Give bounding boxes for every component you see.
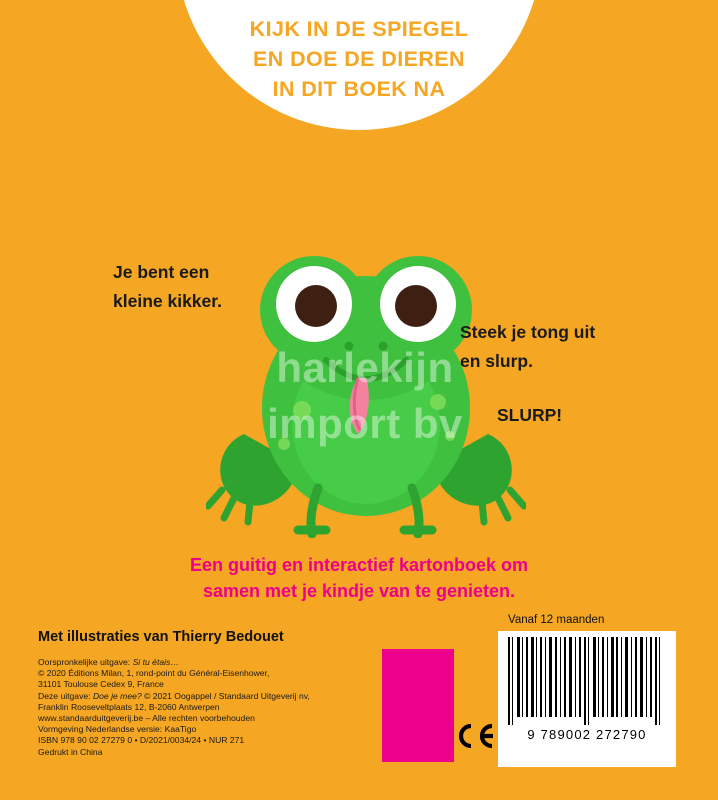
ce-mark-icon: [455, 723, 495, 749]
colophon-line-9: Gedrukt in China: [38, 746, 103, 757]
tagline: [0, 552, 718, 604]
colophon-line-1-title: Si tu étais…: [132, 657, 179, 667]
colophon-line-4-suffix: © 2021 Oogappel / Standaard Uitgeverij nv,: [141, 690, 310, 701]
tagline-line-2: samen met je kindje van te genieten.: [202, 581, 516, 601]
barcode: [498, 631, 676, 767]
caption-slurp: SLURP!: [497, 405, 563, 425]
colophon-line-5: Franklin Rooseveltplaats 12, B-2060 Antwerpen: [38, 701, 220, 712]
caption-right-line-2: en slurp.: [460, 351, 533, 371]
barcode-number: 9 789002 272790: [527, 727, 647, 742]
caption-left-line-2: kleine kikker.: [113, 291, 222, 311]
badge-line-1: KIJK IN DE SPIEGEL: [249, 17, 469, 41]
pink-color-block: [382, 649, 454, 762]
caption-right: [460, 318, 660, 376]
badge-line-3: IN DIT BOEK NA: [272, 77, 446, 101]
colophon-line-3: 31101 Toulouse Cedex 9, France: [38, 679, 164, 690]
colophon-line-2: © 2020 Éditions Milan, 1, rond-point du Général-Eisenhower,: [38, 668, 270, 679]
watermark-line-2: import bv: [267, 400, 463, 447]
colophon-line-6: www.standaarduitgeverij.be – Alle rechten voorbehouden: [38, 713, 255, 724]
illustrator-credit: Met illustraties van Thierry Bedouet: [38, 629, 284, 645]
colophon-line-4-title: Doe je mee?: [92, 690, 142, 701]
tagline-line-1: Een guitig en interactief kartonboek om: [189, 555, 529, 575]
top-badge: [176, 0, 542, 130]
frog-illustration: [206, 238, 526, 538]
caption-right-line-1: Steek je tong uit: [460, 322, 596, 342]
watermark-line-1: harlekijn: [276, 344, 454, 391]
badge-line-2: EN DOE DE DIEREN: [253, 47, 465, 71]
age-label: Vanaf 12 maanden: [508, 614, 605, 626]
colophon-line-8: ISBN 978 90 02 27279 0 • D/2021/0034/24 • NUR 271: [38, 735, 245, 746]
colophon-line-1-prefix: Oorspronkelijke uitgave:: [38, 657, 133, 667]
caption-left-line-1: Je bent een: [113, 262, 210, 282]
colophon-line-4-prefix: Deze uitgave:: [38, 690, 93, 701]
barcode-bars: [506, 637, 668, 725]
colophon-line-7: Vormgeving Nederlandse versie: KaaTigo: [38, 724, 197, 735]
